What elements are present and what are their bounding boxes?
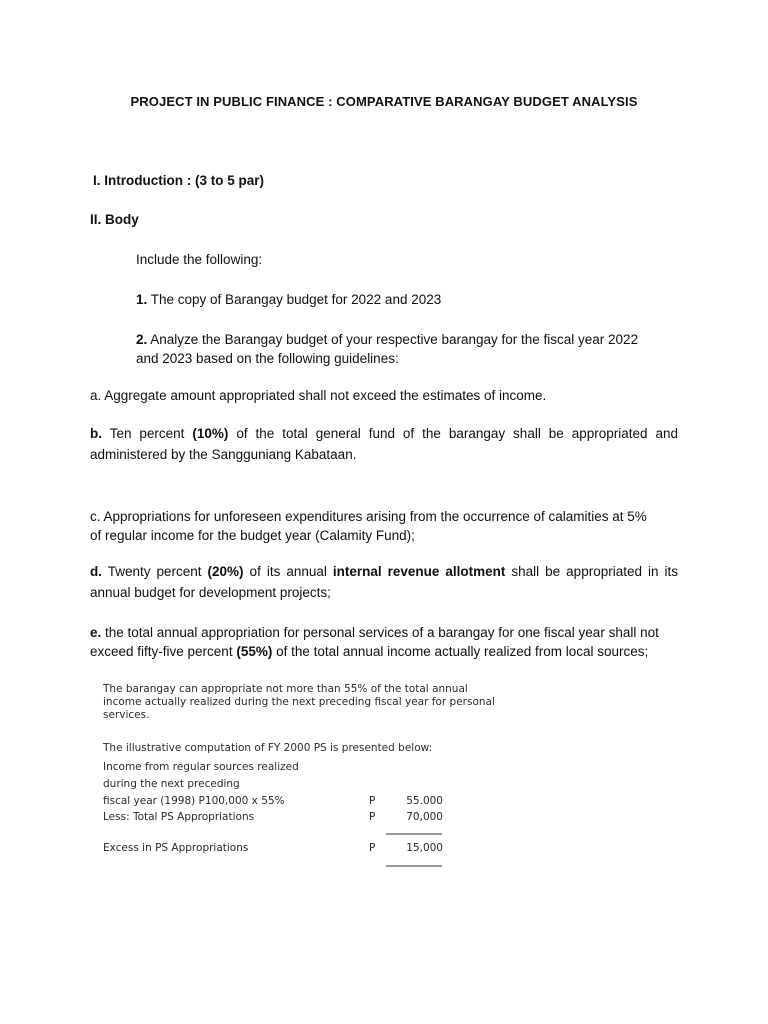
guideline-b-post: of the total general fund of the barangay shall be appropriated and administered by the Sangguniang Kabataan. [90, 426, 678, 462]
guideline-d-ira: internal revenue allotment [332, 564, 506, 579]
amount-income-55pct: 55.000 [406, 795, 443, 807]
guideline-e-percent: (55%) [236, 644, 273, 659]
guideline-b-letter: b. [90, 426, 102, 441]
guideline-e-text-1: the total annual appropriation for personal services of a barangay for one fiscal year shall not [101, 625, 659, 640]
amount-excess: 15,000 [406, 842, 443, 854]
guideline-d-post: shall be appropriated in its annual budget for development projects; [90, 564, 678, 600]
include-label: Include the following: [136, 252, 263, 267]
currency-symbol-3: P [369, 842, 376, 854]
excess-label: Excess in PS Appropriations [103, 842, 249, 854]
computation-line-4: Less: Total PS Appropriations [103, 811, 255, 823]
computation-heading: The illustrative computation of FY 2000 PS is presented below: [103, 742, 433, 754]
guideline-a [90, 386, 546, 405]
total-rule [386, 865, 442, 867]
guideline-e-pre: exceed fifty-five percent [90, 644, 237, 659]
guideline-d-letter: d. [90, 564, 102, 579]
list-item-1 [136, 290, 441, 309]
guideline-b-pre: Ten percent [102, 426, 193, 441]
section-introduction: I. Introduction : (3 to 5 par) [93, 173, 264, 188]
guideline-b-percent: (10%) [192, 426, 229, 441]
guideline-d-pre: Twenty percent [102, 564, 208, 579]
guideline-d-percent: (20%) [207, 564, 244, 579]
excerpt-line-2: income actually realized during the next preceding fiscal year for personal [103, 696, 495, 708]
guideline-d-mid: of its annual [243, 564, 333, 579]
computation-line-2: during the next preceding [103, 778, 240, 790]
list-item-2-line-1 [136, 330, 638, 349]
list-item-2-number: 2. [136, 332, 148, 347]
list-item-2-text-1: Analyze the Barangay budget of your respective barangay for the fiscal year 2022 [147, 332, 639, 347]
guideline-c-line-1 [90, 507, 647, 526]
subtotal-rule [386, 833, 442, 835]
list-item-1-number: 1. [136, 292, 148, 307]
excerpt-line-1: The barangay can appropriate not more than 55% of the total annual [103, 683, 468, 695]
excerpt-line-3: services. [103, 709, 150, 721]
currency-symbol-1: P [369, 795, 376, 807]
guideline-c-line-2: of regular income for the budget year (Calamity Fund); [90, 528, 415, 543]
guideline-e-line-2 [90, 642, 648, 661]
list-item-1-text: The copy of Barangay budget for 2022 and 2023 [147, 292, 442, 307]
guideline-e-letter: e. [90, 625, 102, 640]
computation-line-3: fiscal year (1998) P100,000 x 55% [103, 795, 285, 807]
amount-total-ps: 70,000 [406, 811, 443, 823]
guideline-a-letter: a. [90, 388, 102, 403]
guideline-c-letter: c. [90, 509, 101, 524]
guideline-e-line-1 [90, 623, 659, 642]
guideline-a-text: Aggregate amount appropriated shall not exceed the estimates of income. [101, 388, 547, 403]
document-title: PROJECT IN PUBLIC FINANCE : COMPARATIVE BARANGAY BUDGET ANALYSIS [130, 94, 638, 109]
guideline-c-text-1: Appropriations for unforeseen expenditures arising from the occurrence of calamities at 5% [100, 509, 647, 524]
guideline-d [90, 561, 678, 603]
currency-symbol-2: P [369, 811, 376, 823]
guideline-e-post: of the total annual income actually realized from local sources; [272, 644, 649, 659]
section-body: II. Body [90, 212, 139, 227]
computation-line-1: Income from regular sources realized [103, 761, 299, 773]
guideline-b [90, 423, 678, 465]
list-item-2-line-2: and 2023 based on the following guidelines: [136, 351, 399, 366]
